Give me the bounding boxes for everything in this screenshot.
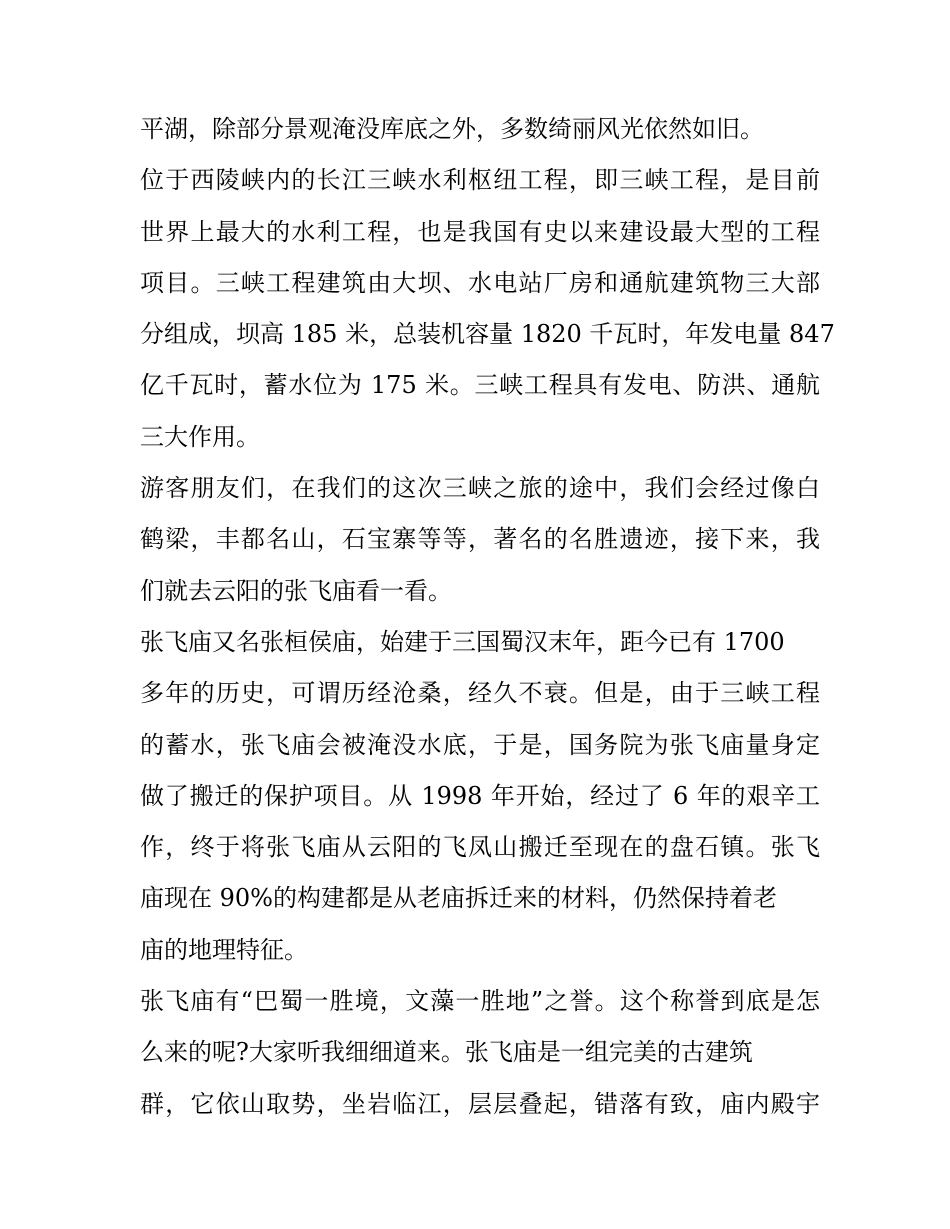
text-line: 位于西陵峡内的长江三峡水利枢纽工程，即三峡工程，是目前 (140, 166, 820, 195)
text-line: 分组成，坝高 185 米，总装机容量 1820 千瓦时，年发电量 847 (140, 320, 835, 349)
text-line: 多年的历史，可谓历经沧桑，经久不衰。但是，由于三峡工程 (140, 679, 820, 708)
text-line: 么来的呢?大家听我细细道来。张飞庙是一组完美的古建筑 (140, 1038, 753, 1067)
text-line: 鹤梁，丰都名山，石宝寨等等，著名的名胜遗迹，接下来，我 (140, 525, 820, 554)
text-line: 世界上最大的水利工程，也是我国有史以来建设最大型的工程 (140, 217, 820, 246)
text-line: 张飞庙又名张桓侯庙，始建于三国蜀汉末年，距今已有 1700 (140, 627, 785, 656)
text-line: 平湖，除部分景观淹没库底之外，多数绮丽风光依然如旧。 (140, 115, 764, 143)
text-line: 项目。三峡工程建筑由大坝、水电站厂房和通航建筑物三大部 (140, 268, 820, 297)
text-line: 的蓄水，张飞庙会被淹没水底，于是，国务院为张飞庙量身定 (140, 730, 820, 759)
text-line: 庙现在 90%的构建都是从老庙拆迁来的材料，仍然保持着老 (140, 884, 777, 913)
text-line: 作，终于将张飞庙从云阳的飞凤山搬迁至现在的盘石镇。张飞 (140, 833, 820, 862)
text-line: 三大作用。 (140, 422, 260, 451)
body-text (140, 104, 835, 1130)
text-line: 游客朋友们，在我们的这次三峡之旅的途中，我们会经过像白 (140, 474, 820, 503)
text-line: 庙的地理特征。 (140, 935, 308, 964)
text-line: 做了搬迁的保护项目。从 1998 年开始，经过了 6 年的艰辛工 (140, 781, 820, 810)
text-line: 亿千瓦时，蓄水位为 175 米。三峡工程具有发电、防洪、通航 (140, 371, 820, 400)
text-line: 群，它依山取势，坐岩临江，层层叠起，错落有致，庙内殿宇 (140, 1089, 820, 1118)
text-line: 张飞庙有“巴蜀一胜境，文藻一胜地”之誉。这个称誉到底是怎 (140, 987, 820, 1016)
text-line: 们就去云阳的张飞庙看一看。 (140, 576, 452, 605)
